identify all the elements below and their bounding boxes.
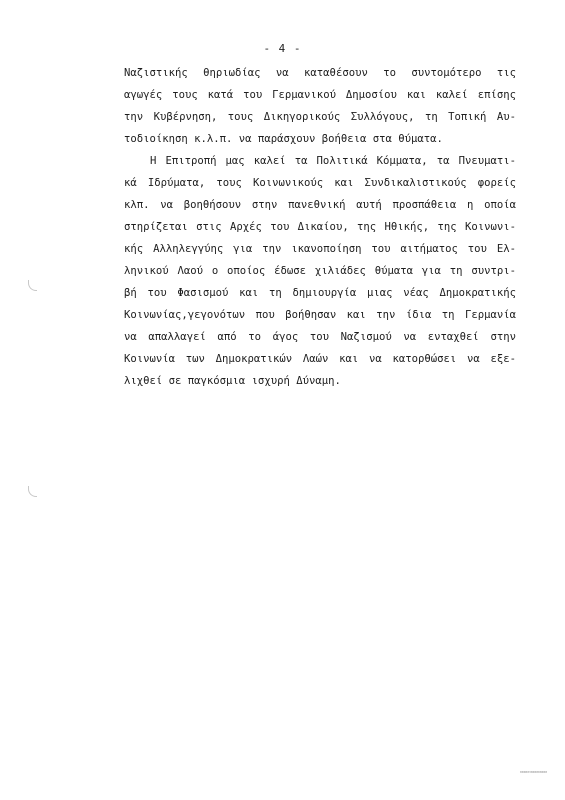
text-line: λιχθεί σε παγκόσμια ισχυρή Δύναμη.	[124, 375, 341, 387]
text-line: την Κυβέρνηση, τους Δικηγορικούς Συλλόγους, τη Τοπική Αυ-	[124, 111, 516, 123]
binder-hole-mark	[28, 280, 37, 291]
binder-hole-mark	[28, 486, 37, 497]
footer-code: 000003000000000	[520, 770, 548, 774]
text-line: κής Αλληλεγγύης για την ικανοποίηση του αιτήματος του Ελ-	[124, 243, 516, 255]
text-line: Η Επιτροπή μας καλεί τα Πολιτικά Κόμματα, τα Πνευματι-	[150, 155, 516, 167]
text-line: ληνικού Λαού ο οποίος έδωσε χιλιάδες θύματα για τη συντρι-	[124, 265, 516, 277]
text-line: βή του Φασισμού και τη δημιουργία μιας νέας Δημοκρατικής	[124, 287, 516, 299]
text-line: Κοινωνία των Δημοκρατικών Λαών και να κατορθώσει να εξε-	[124, 353, 516, 365]
text-line: αγωγές τους κατά του Γερμανικού Δημοσίου και καλεί επίσης	[124, 89, 516, 101]
text-line: τοδιοίκηση κ.λ.π. να παράσχουν βοήθεια στα θύματα.	[124, 133, 443, 145]
text-line: να απαλλαγεί από το άγος του Ναζισμού να ενταχθεί στην	[124, 331, 516, 343]
text-line: κά Ιδρύματα, τους Κοινωνικούς και Συνδικαλιστικούς φορείς	[124, 177, 516, 189]
text-line: Ναζιστικής θηριωδίας να καταθέσουν το συντομότερο τις	[124, 67, 516, 79]
text-line: κλπ. να βοηθήσουν στην πανεθνική αυτή προσπάθεια η οποία	[124, 199, 516, 211]
text-line: στηρίζεται στις Αρχές του Δικαίου, της Ηθικής, της Κοινωνι-	[124, 221, 516, 233]
text-line: Κοινωνίας,γεγονότων που βοήθησαν και την ίδια τη Γερμανία	[124, 309, 516, 321]
page-number: - 4 -	[263, 42, 302, 55]
